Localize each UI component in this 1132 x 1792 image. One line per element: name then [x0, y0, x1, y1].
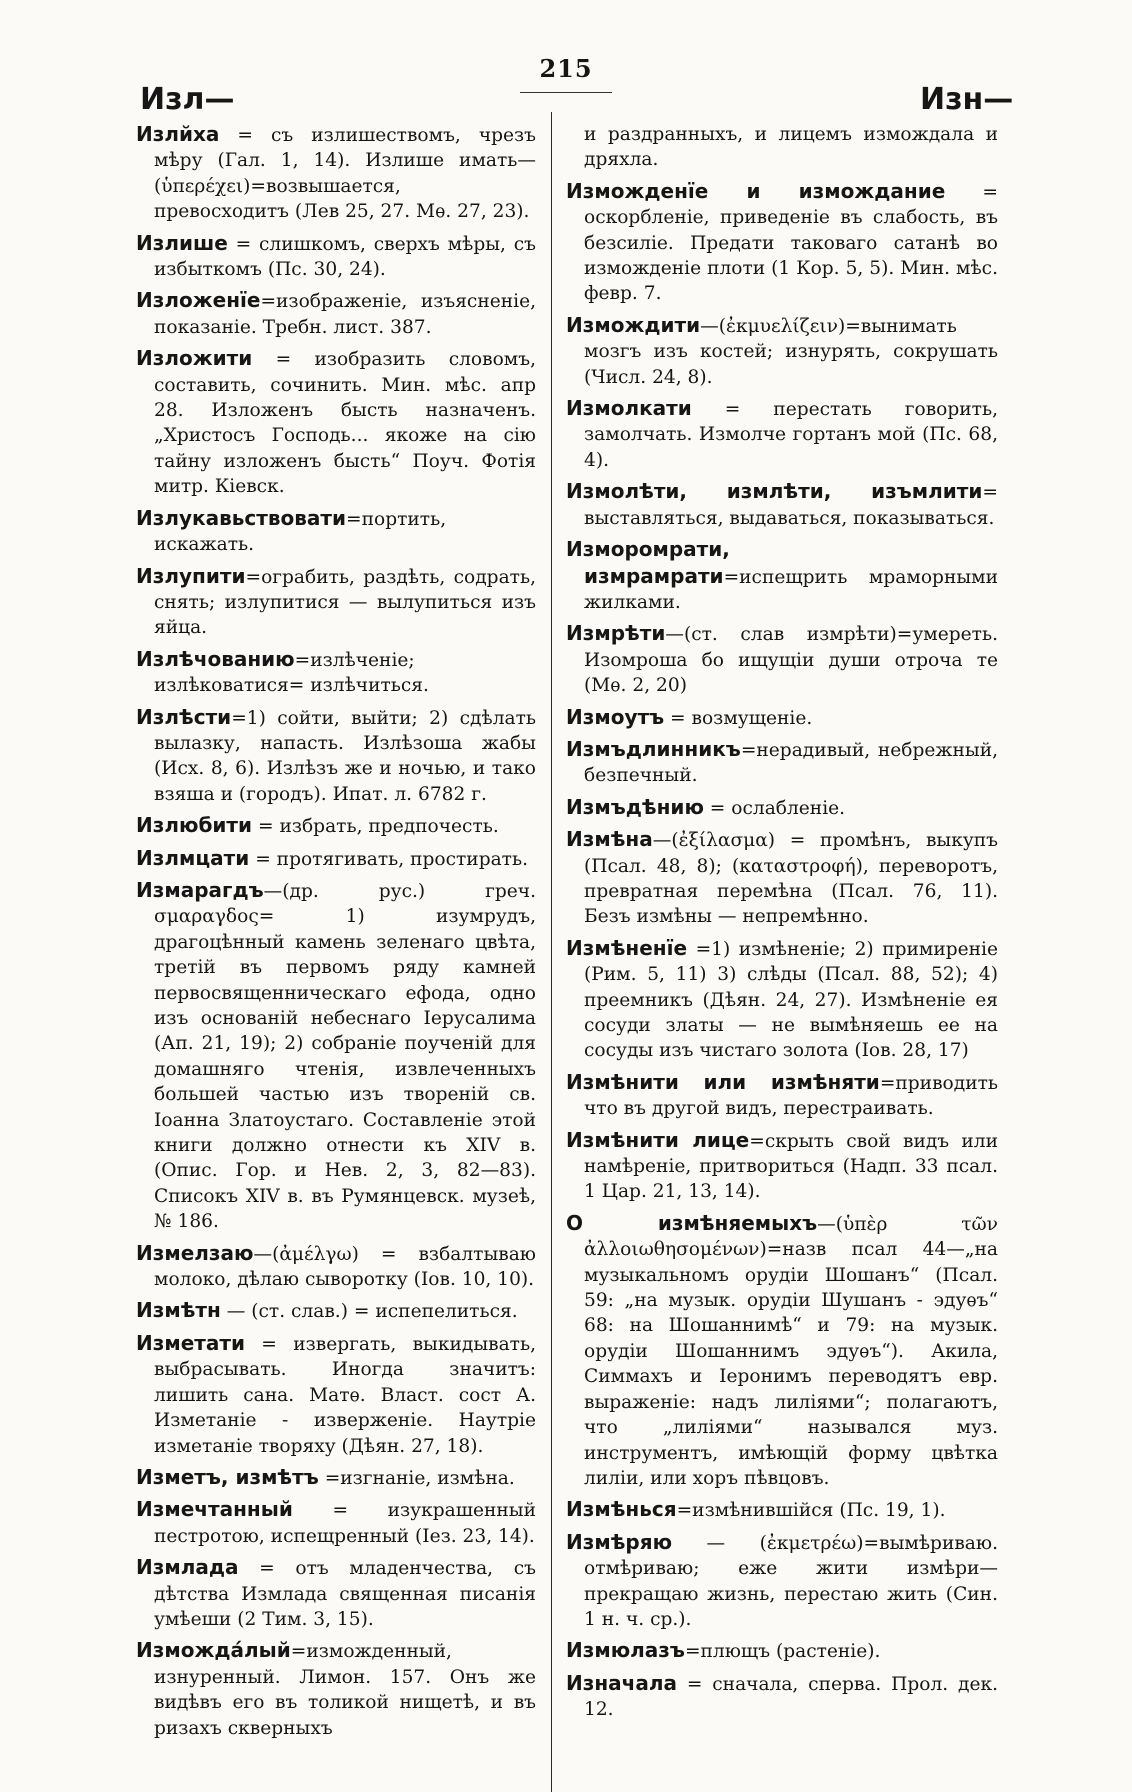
- dictionary-entry: [136, 1241, 536, 1293]
- dictionary-entry: [566, 396, 998, 473]
- dictionary-entry: [136, 705, 536, 808]
- dictionary-entry: [566, 313, 998, 390]
- entry-definition: = изукрашенный пестротою, испещренный (Іез. 23, 14).: [154, 1500, 536, 1547]
- dictionary-entry: [136, 346, 536, 499]
- entry-definition: =портить, искажать.: [154, 508, 447, 556]
- dictionary-entry: [136, 846, 536, 872]
- entry-headword: Излйха: [136, 122, 220, 146]
- dictionary-entry: [136, 1638, 536, 1741]
- entry-headword: Измрѣти: [566, 621, 666, 646]
- dictionary-entry: [566, 479, 998, 531]
- dictionary-entry: [566, 1671, 998, 1723]
- entry-headword: Изначала: [566, 1670, 678, 1695]
- dictionary-entry: [566, 705, 998, 731]
- entry-definition: =плющъ (растеніе).: [684, 1641, 881, 1663]
- entry-headword: Излупити: [136, 563, 246, 588]
- entry-definition: = сначала, сперва. Прол. дек. 12.: [584, 1673, 998, 1721]
- entry-headword: Измолѣти, измлѣти, изъмлити: [566, 479, 983, 504]
- dictionary-entry: [566, 1638, 998, 1664]
- dictionary-entry: [136, 1331, 536, 1459]
- entry-definition: —(ἀμέλγω) = взбалтываю молоко, дѣлаю сыворотку (Іов. 10, 10).: [154, 1243, 536, 1291]
- entry-definition: —(ἐξίλασμα) = промѣнъ, выкупъ (Псал. 48, 8); (καταστροφή), переворотъ, превратная перемѣна (Псал. 76, 11). Безъ измѣны — непремѣнно.: [584, 830, 998, 928]
- entry-headword: Изможденїе и измождание: [566, 178, 946, 203]
- entry-headword: Измелзаю: [136, 1240, 254, 1265]
- entry-headword: Измѣнься: [566, 1497, 677, 1522]
- left-column: [136, 122, 536, 1747]
- entry-headword: Измѣна: [566, 827, 653, 852]
- entry-headword: Излюбити: [136, 813, 253, 838]
- entry-headword: Изможда́лый: [136, 1638, 291, 1663]
- entry-headword: Измѣряю: [566, 1529, 673, 1554]
- entry-headword: Излукавьствовати: [136, 505, 347, 530]
- entry-definition: =ограбить, раздѣть, содрать, снять; излупитися — вылупиться изъ яйца.: [154, 566, 536, 639]
- entry-definition: =нерадивый, небрежный, безпечный.: [584, 739, 998, 787]
- entry-definition: = изобразить словомъ, составить, сочинить. Мин. мѣс. апр 28. Изложенъ бысть назначенъ. „Христосъ Господь... якоже на сію тайну изложенъ бысть“ Поуч. Фотія митр. Кіевск.: [154, 349, 536, 498]
- entry-definition: = отъ младенчества, съ дѣтства Измлада священная писанія умѣеши (2 Тим. 3, 15).: [154, 1558, 536, 1630]
- dictionary-entry: [136, 506, 536, 558]
- entry-definition: = выставляться, выдаваться, показываться.: [584, 482, 998, 529]
- page-number-underline: [520, 92, 612, 93]
- entry-headword: Измолкати: [566, 396, 692, 421]
- entry-headword: Излмцати: [136, 845, 250, 870]
- entry-definition: = протягивать, простирать.: [249, 848, 528, 870]
- dictionary-entry: [566, 795, 998, 821]
- entry-headword: Излише: [136, 230, 228, 255]
- entry-definition: = возмущеніе.: [664, 707, 813, 729]
- entry-definition: =изможденный, изнуренный. Лимон. 157. Онъ же видѣвъ его въ толикой нищетѣ, и въ ризахъ скверныхъ: [154, 1641, 536, 1739]
- dictionary-entry: [136, 1465, 536, 1491]
- entry-definition: = слишкомъ, сверхъ мѣры, съ избыткомъ (Пс. 30, 24).: [154, 233, 536, 281]
- dictionary-entry: [566, 1128, 998, 1205]
- entry-headword: Изморомрати, измрамрати: [566, 537, 730, 588]
- dictionary-entry: [136, 122, 536, 225]
- entry-definition: — (ἐκμετρέω)=вымѣриваю. отмѣриваю; еже жити измѣри—прекращаю жизнь, перестаю жить (Син. 1 н. ч. ср.).: [584, 1532, 998, 1630]
- entry-headword: Измечтанный: [136, 1497, 293, 1522]
- dictionary-entry: [566, 537, 998, 615]
- entry-headword: Изложенїе: [136, 288, 261, 313]
- entry-definition: =изгнаніе, измѣна.: [318, 1467, 515, 1489]
- entry-definition: — (ст. слав.) = испепелиться.: [220, 1301, 518, 1323]
- dictionary-entry: [136, 1555, 536, 1632]
- entry-definition: =1) сойти, выйти; 2) сдѣлать вылазку, напасть. Излѣзоша жабы (Исх. 8, 6). Излѣзъ же и ночью, и тако взяша и (городъ). Ипат. л. 6782 г.: [154, 707, 536, 805]
- dictionary-entry: [566, 936, 998, 1064]
- entry-headword: Изложити: [136, 346, 253, 371]
- entry-definition: —(ст. слав измрѣти)=умереть. Изомроша бо ищущіи души отроча те (Мѳ. 2, 20): [584, 624, 998, 697]
- dictionary-entry: [136, 1497, 536, 1549]
- entry-headword: Измюлазъ: [566, 1638, 685, 1663]
- entry-headword: Измѣтн: [136, 1298, 221, 1323]
- running-head-right: Изн—: [920, 82, 1014, 117]
- entry-definition: =испещрить мраморными жилками.: [584, 566, 998, 613]
- entry-definition: = съ излишествомъ, чрезъ мѣру (Гал. 1, 14). Излише имать—(ὑπερέχει)=возвышается, превосходитъ (Лев 25, 27. Мѳ. 27, 23).: [154, 125, 536, 223]
- running-head-left: Изл—: [140, 82, 235, 117]
- entry-headword: Излѣсти: [136, 704, 232, 729]
- dictionary-entry: [566, 827, 998, 930]
- entry-headword: О измѣняемыхъ: [566, 1210, 818, 1235]
- dictionary-entry: [566, 1211, 998, 1491]
- entry-headword: Измъдлинникъ: [566, 736, 741, 761]
- entry-headword: Измоутъ: [566, 704, 665, 729]
- column-divider: [551, 112, 552, 1792]
- entry-definition: —(ὑπὲρ τῶν ἀλλοιωθησομένων)=назв псал 44—„на музыкальномъ орудіи Шошанъ“ (Псал. 59: „на музык. орудіи Шушанъ - эдуѳъ“ 68: на Шошаннимѣ“ и 79: на музык. орудіи Шошаннимъ эдуѳъ“). Акила, Симмахъ и Іеронимъ переводятъ евр. выраженіе: надъ лиліями“; полагаютъ, что „лиліями“ назывался муз. инструментъ, имѣющій форму цвѣтка лиліи, или хоръ пѣвцовъ.: [584, 1213, 998, 1489]
- entry-definition: =измѣнившійся (Пс. 19, 1).: [676, 1500, 946, 1522]
- entry-definition: —(др. рус.) греч. σμαραγδος= 1) изумрудъ, драгоцѣнный камень зеленаго цвѣта, третій въ первомъ ряду камней первосвященническаго ефода, одно изъ основаній небеснаго Іерусалима (Ап. 21, 19); 2) собраніе поученій для домашняго чтенія, извлеченныхъ большей частью изъ твореній св. Іоанна Златоустаго. Составленіе этой книги должно отнести къ XIV в. (Опис. Гор. и Нев. 2, 3, 82—83). Списокъ XIV в. въ Румянцевск. музеѣ, № 186.: [154, 880, 536, 1233]
- dictionary-entry: [566, 122, 998, 173]
- dictionary-entry: [566, 1530, 998, 1633]
- entry-headword: Измѣненїе: [566, 935, 688, 960]
- dictionary-entry: [136, 813, 536, 839]
- entry-definition: =скрыть свой видъ или намѣреніе, притвориться (Надп. 33 псал. 1 Цар. 21, 13, 14).: [584, 1130, 999, 1203]
- dictionary-entry: [136, 231, 536, 283]
- dictionary-entry: [136, 288, 536, 340]
- entry-definition: =излѣченіе; излѣковатися= излѣчиться.: [154, 649, 429, 697]
- dictionary-entry: [136, 564, 536, 641]
- entry-headword: Измождити: [566, 312, 701, 337]
- dictionary-entry: [136, 1298, 536, 1324]
- entry-headword: Изметъ, измѣтъ: [136, 1464, 319, 1489]
- entry-definition: —(ἐκμυελίζειν)=вынимать мозгъ изъ костей; изнурять, сокрушать (Числ. 24, 8).: [584, 315, 998, 388]
- entry-definition: =1) измѣненіе; 2) примиреніе (Рим. 5, 11) 3) слѣды (Псал. 88, 52); 4) преемникъ (Дѣян. 24, 27). Измѣненіе ея сосуди златы — не вымѣняешь ее на сосуды изъ чистаго золота (Іов. 28, 17): [584, 938, 998, 1062]
- dictionary-entry: [136, 878, 536, 1235]
- right-column: [566, 122, 998, 1729]
- dictionary-entry: [566, 1070, 998, 1122]
- entry-definition: = перестать говорить, замолчать. Измолче гортанъ мой (Пс. 68, 4).: [584, 399, 998, 471]
- entry-headword: Излѣчованию: [136, 646, 295, 671]
- entry-definition: = избрать, предпочесть.: [252, 816, 499, 838]
- entry-headword: Измлада: [136, 1555, 239, 1580]
- entry-headword: Измъдѣнию: [566, 794, 704, 819]
- dictionary-entry: [566, 621, 998, 698]
- entry-definition: =изображеніе, изъясненіе, показаніе. Требн. лист. 387.: [154, 291, 536, 338]
- entry-headword: Измарагдъ: [136, 877, 264, 902]
- entry-definition: = извергать, выкидывать, выбрасывать. Иногда значитъ: лишить сана. Матѳ. Власт. сост А. Изметаніе - изверженіе. Наутріе изметаніе творяху (Дѣян. 27, 18).: [154, 1333, 536, 1457]
- entry-headword: Измѣнити лице: [566, 1127, 750, 1152]
- entry-headword: Изметати: [136, 1330, 245, 1355]
- entry-definition: = ослабленіе.: [703, 797, 846, 819]
- dictionary-entry: [566, 737, 998, 789]
- dictionary-entry: [566, 1497, 998, 1523]
- page-number: 215: [539, 54, 593, 83]
- dictionary-entry: [566, 179, 998, 307]
- entry-definition: и раздранныхъ, и лицемъ измождала и дряхла.: [584, 124, 998, 171]
- entry-definition: =приводить что въ другой видъ, перестраивать.: [584, 1072, 998, 1120]
- entry-definition: = оскорбленіе, приведеніе въ слабость, въ безсиліе. Предати таковаго сатанѣ во изможденіе плоти (1 Кор. 5, 5). Мин. мѣс. февр. 7.: [584, 181, 998, 305]
- dictionary-entry: [136, 647, 536, 699]
- entry-headword: Измѣнити или измѣняти: [566, 1069, 880, 1094]
